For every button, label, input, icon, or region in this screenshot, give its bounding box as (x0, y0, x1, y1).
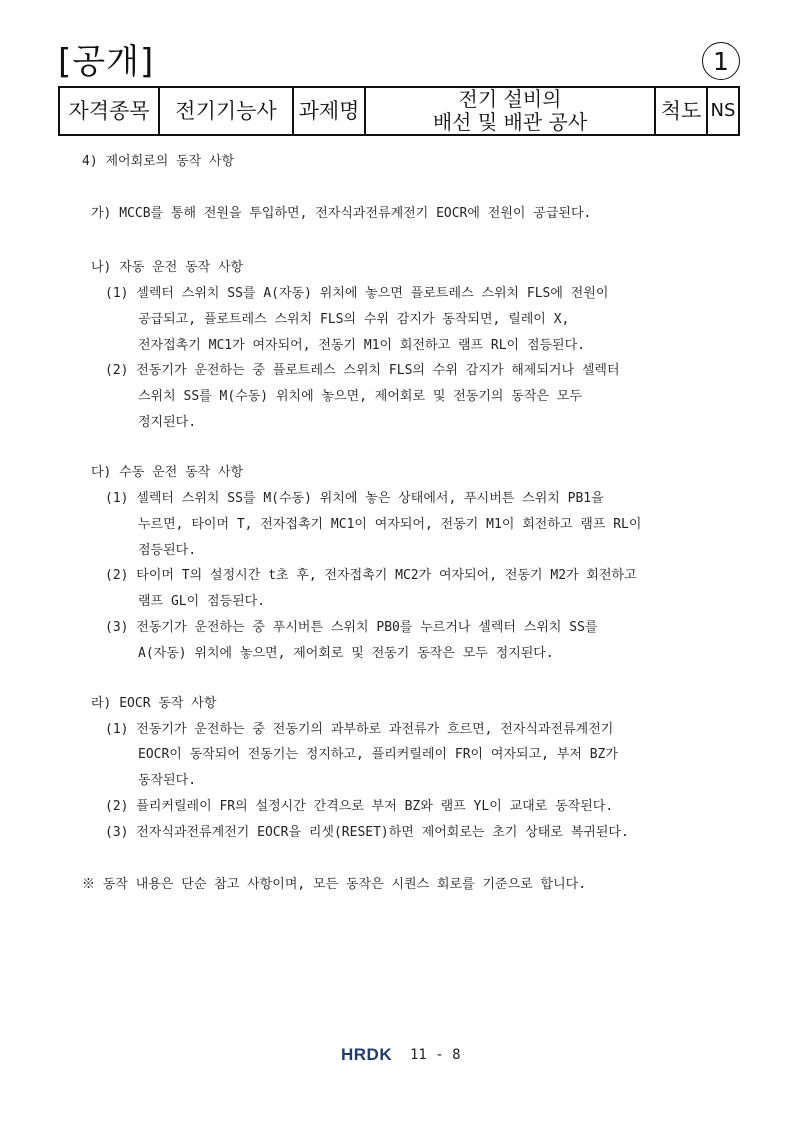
da-item3-line2: A(자동) 위치에 놓으면, 제어회로 및 전동기 동작은 모두 정지된다. (138, 646, 554, 661)
ra-item1-line2: EOCR이 동작되어 전동기는 정지하고, 플리커릴레이 FR이 여자되고, 부저 BZ가 (138, 747, 618, 762)
ra-item2-line1: (2) 플리커릴레이 FR의 설정시간 간격으로 부저 BZ와 램프 YL이 교대로 동작된다. (105, 799, 614, 814)
da-item2-line1: (2) 타이머 T의 설정시간 t초 후, 전자접촉기 MC2가 여자되어, 전동기 M2가 회전하고 (105, 568, 637, 583)
subject-line-1: 전기 설비의 (458, 87, 562, 111)
subsection-title-na: 나) 자동 운전 동작 사항 (91, 260, 244, 275)
scale-value: NS (707, 87, 739, 135)
scale-label: 척도 (655, 87, 707, 135)
da-item1-line2: 누르면, 타이머 T, 전자접촉기 MC1이 여자되어, 전동기 M1이 회전하고 램프 RL이 (138, 517, 642, 532)
public-stamp: [공개] (58, 42, 155, 82)
qualification-value: 전기기능사 (159, 87, 293, 135)
da-item1-line1: (1) 셀렉터 스위치 SS를 M(수동) 위치에 놓은 상태에서, 푸시버튼 스위치 PB1을 (105, 491, 604, 506)
na-item1-line2: 공급되고, 플로트레스 스위치 FLS의 수위 감지가 동작되면, 릴레이 X, (138, 312, 570, 327)
subject-value (365, 87, 655, 135)
section-title: 4) 제어회로의 동작 사항 (82, 154, 235, 169)
na-item1-line1: (1) 셀렉터 스위치 SS를 A(자동) 위치에 놓으면 플로트레스 스위치 FLS에 전원이 (105, 286, 609, 301)
da-item1-line3: 점등된다. (138, 543, 197, 558)
paragraph-ga: 가) MCCB를 통해 전원을 투입하면, 전자식과전류계전기 EOCR에 전원이 공급된다. (91, 206, 592, 221)
page-footer (0, 1044, 800, 1066)
subsection-title-da: 다) 수동 운전 동작 사항 (91, 465, 244, 480)
circle-number-text: 1 (713, 46, 729, 76)
ra-item1-line1: (1) 전동기가 운전하는 중 전동기의 과부하로 과전류가 흐르면, 전자식과전류계전기 (105, 722, 614, 737)
hrdk-logo: HRDK (341, 1045, 393, 1064)
da-item2-line2: 램프 GL이 점등된다. (138, 594, 266, 609)
reference-note: ※ 동작 내용은 단순 참고 사항이며, 모든 동작은 시퀀스 회로를 기준으로 합니다. (82, 877, 587, 892)
na-item2-line1: (2) 전동기가 운전하는 중 플로트레스 스위치 FLS의 수위 감지가 해제되거나 셀렉터 (105, 363, 620, 378)
na-item1-line3: 전자접촉기 MC1가 여자되어, 전동기 M1이 회전하고 램프 RL이 점등된다. (138, 338, 586, 353)
na-item2-line3: 정지된다. (138, 415, 197, 430)
da-item3-line1: (3) 전동기가 운전하는 중 푸시버튼 스위치 PB0를 누르거나 셀렉터 스위치 SS를 (105, 620, 598, 635)
subsection-title-ra: 라) EOCR 동작 사항 (91, 696, 217, 711)
qualification-label: 자격종목 (59, 87, 159, 135)
ra-item3-line1: (3) 전자식과전류계전기 EOCR을 리셋(RESET)하면 제어회로는 초기 상태로 복귀된다. (105, 825, 629, 840)
exam-info-table (58, 86, 740, 136)
na-item2-line2: 스위치 SS를 M(수동) 위치에 놓으면, 제어회로 및 전동기의 동작은 모두 (138, 389, 582, 404)
ra-item1-line3: 동작된다. (138, 773, 197, 788)
page-number: 11 - 8 (410, 1047, 461, 1063)
subject-label: 과제명 (293, 87, 365, 135)
subject-line-2: 배선 및 배관 공사 (432, 110, 588, 134)
circle-page-number (702, 42, 740, 80)
